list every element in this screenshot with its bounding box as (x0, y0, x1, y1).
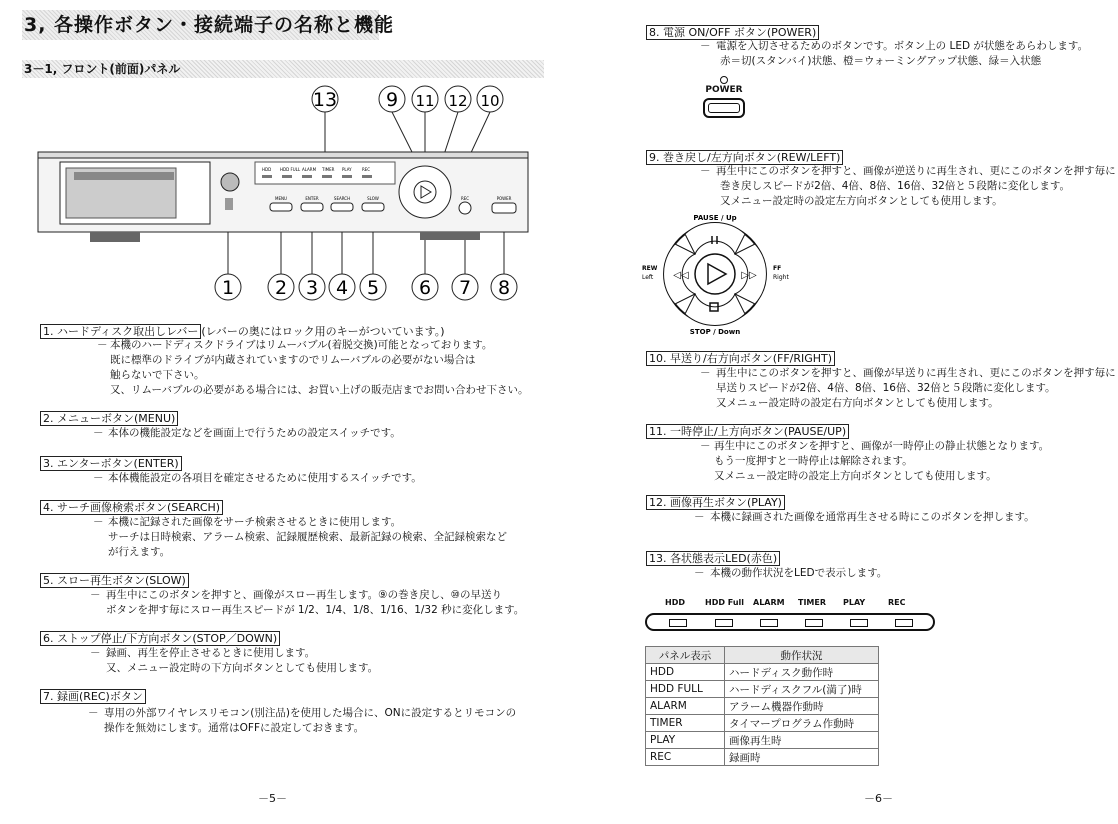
item-11-heading: 11. 一時停止/上方向ボタン(PAUSE/UP) (646, 423, 849, 439)
page-number: －5－ (258, 792, 287, 805)
callout-10 (477, 86, 503, 112)
item-8-text: 赤＝切(スタンバイ)状態、橙＝ウォーミングアップ状態、緑＝入状態 (720, 55, 1042, 67)
table-row: HDD ハードディスク動作時 (646, 664, 879, 681)
table-row: REC 録画時 (646, 749, 879, 766)
item-4-text: 本機に記録された画像をサーチ検索させるときに使用します。 (108, 516, 402, 528)
table-row: HDD FULL ハードディスクフル(満了)時 (646, 681, 879, 698)
item-5-heading: 5. スロー再生ボタン(SLOW) (40, 572, 189, 588)
item-13-text: 本機の動作状況をLEDで表示します。 (710, 567, 888, 579)
led-alarm (760, 619, 778, 627)
power-button-icon (703, 98, 745, 118)
callout-2 (268, 274, 294, 300)
power-led-icon (720, 76, 728, 84)
svg-text:REC: REC (460, 196, 470, 201)
item-4-text: が行えます。 (108, 546, 171, 558)
led-label: HDD FULL (280, 167, 301, 172)
item-10-text: 又メニュー設定時の設定右方向ボタンとしても使用します。 (716, 397, 999, 409)
item-6-text: 又、メニュー設定時の下方向ボタンとしても使用します。 (106, 662, 379, 674)
callout-13 (312, 86, 338, 112)
slow-button[interactable] (362, 203, 384, 211)
item-9-text: 巻き戻しスピードが2倍、4倍、8倍、16倍、32倍と５段階に変化します。 (720, 180, 1071, 192)
led-strip-label: ALARM (753, 598, 785, 607)
item-1-text: 本機のハードディスクドライブはリムーバブル(着脱交換)可能となっております。 (110, 339, 493, 351)
led-hdd-full (715, 619, 733, 627)
item-6-heading: 6. ストップ停止/下方向ボタン(STOP／DOWN) (40, 630, 280, 646)
svg-text:SLOW: SLOW (367, 196, 379, 201)
power-button[interactable] (492, 203, 516, 213)
menu-button[interactable] (270, 203, 292, 211)
item-9-text: 又メニュー設定時の設定左方向ボタンとしても使用します。 (720, 195, 1003, 207)
svg-text:9: 9 (385, 89, 399, 111)
table-row: TIMER タイマープログラム作動時 (646, 715, 879, 732)
led-timer (805, 619, 823, 627)
svg-text:8: 8 (497, 277, 511, 299)
item-6-text: 録画、再生を停止させるときに使用します。 (106, 647, 316, 659)
svg-text:2: 2 (274, 277, 288, 299)
led-label: TIMER (322, 167, 335, 172)
callout-9 (379, 86, 405, 112)
item-9-text: 再生中にこのボタンを押すと、画像が逆送りに再生され、更にこのボタンを押す毎に (716, 165, 1116, 177)
led-label: ALARM (302, 167, 317, 172)
svg-text:Left: Left (642, 274, 654, 281)
item-10-text: 早送りスピードが2倍、4倍、8倍、16倍、32倍と５段階に変化します。 (716, 382, 1056, 394)
svg-text:STOP / Down: STOP / Down (689, 328, 741, 336)
item-10-text: 再生中にこのボタンを押すと、画像が早送りに再生され、更にこのボタンを押す毎に (716, 367, 1116, 379)
callout-12 (445, 86, 471, 112)
item-3-text: 本体機能設定の各項目を確定させるために使用するスイッチです。 (108, 472, 422, 484)
led-hdd (669, 619, 687, 627)
callout-11 (412, 86, 438, 112)
svg-text:12: 12 (448, 92, 468, 110)
led-rec (895, 619, 913, 627)
item-1-heading: 1. ハードディスク取出しレバー (レバーの奥にはロック用のキーがついています。) (40, 323, 445, 339)
callout-5 (360, 274, 386, 300)
item-2-text: 本体の機能設定などを画面上で行うための設定スイッチです。 (108, 427, 401, 439)
callout-6 (412, 274, 438, 300)
svg-text:1: 1 (221, 277, 235, 299)
search-button[interactable] (331, 203, 353, 211)
callout-8 (491, 274, 517, 300)
svg-text:REW: REW (642, 265, 658, 272)
svg-text:MENU: MENU (275, 196, 287, 201)
item-7-text: 操作を無効にします。通常はOFFに設定しておきます。 (104, 722, 365, 734)
led-strip-label: HDD (665, 598, 685, 607)
table-row: PLAY 画像再生時 (646, 732, 879, 749)
led-strip-label: TIMER (798, 598, 827, 607)
item-12-heading: 12. 画像再生ボタン(PLAY) (646, 494, 785, 510)
svg-text:ENTER: ENTER (305, 196, 319, 201)
item-11-text: 再生中にこのボタンを押すと、画像が一時停止の静止状態となります。 (714, 440, 1050, 452)
svg-text:Right: Right (773, 274, 789, 281)
power-label: POWER (705, 85, 743, 95)
item-12-text: 本機に録画された画像を通常再生させる時にこのボタンを押します。 (710, 511, 1035, 523)
rec-button[interactable] (459, 202, 471, 214)
svg-text:4: 4 (335, 277, 349, 299)
led-strip-label: REC (888, 598, 906, 607)
item-8-text: 電源を入切させるためのボタンです。ボタン上の LED が状態をあらわします。 (716, 40, 1089, 52)
callout-1 (215, 274, 241, 300)
svg-text:6: 6 (418, 277, 432, 299)
svg-text:3: 3 (305, 277, 319, 299)
callout-7 (452, 274, 478, 300)
svg-text:POWER: POWER (496, 196, 512, 201)
power-figure (700, 76, 748, 118)
led-strip-label: HDD Full (705, 598, 745, 607)
led-label: PLAY (342, 167, 352, 172)
item-11-text: もう一度押すと一時停止は解除されます。 (714, 455, 913, 467)
item-1-text: 既に標準のドライブが内蔵されていますのでリムーバブルの必要がない場合は (110, 354, 476, 366)
item-1-text: 又、リムーバブルの必要がある場合には、お買い上げの販売店までお問い合わせ下さい。 (110, 384, 529, 396)
svg-text:13: 13 (312, 89, 338, 111)
item-5-text: 再生中にこのボタンを押すと、画像がスロー再生します。⑨の巻き戻し、⑩の早送り (106, 589, 502, 601)
page-number: －6－ (864, 792, 893, 805)
led-strip (645, 613, 935, 631)
led-strip-label: PLAY (843, 598, 866, 607)
dpad-diagram (640, 212, 800, 342)
item-4-heading: 4. サーチ画像検索ボタン(SEARCH) (40, 499, 223, 515)
item-13-heading: 13. 各状態表示LED(赤色) (646, 550, 780, 566)
svg-text:PAUSE / Up: PAUSE / Up (693, 214, 737, 222)
svg-text:10: 10 (480, 92, 500, 110)
item-7-text: 専用の外部ワイヤレスリモコン(別注品)を使用した場合に、ONに設定するとリモコンの (104, 707, 517, 719)
svg-text:11: 11 (415, 92, 435, 110)
item-3-heading: 3. エンターボタン(ENTER) (40, 455, 182, 471)
led-label: HDD (262, 167, 272, 172)
led-play (850, 619, 868, 627)
item-1-text: 触らないで下さい。 (110, 369, 205, 381)
item-11-text: 又メニュー設定時の設定上方向ボタンとしても使用します。 (714, 470, 997, 482)
callout-3 (299, 274, 325, 300)
section-title: 3－1, フロント(前面)パネル (22, 60, 544, 78)
table-header: パネル表示 動作状況 (646, 647, 879, 664)
svg-text:SEARCH: SEARCH (333, 196, 351, 201)
item-10-heading: 10. 早送り/右方向ボタン(FF/RIGHT) (646, 350, 835, 366)
item-5-text: ボタンを押す毎にスロー再生スピードが 1/2、1/4、1/8、1/16、1/32 秒に変化します。 (106, 604, 525, 616)
rewind-icon: ◁◁ (673, 270, 689, 281)
svg-text:5: 5 (366, 277, 380, 299)
item-8-heading: 8. 電源 ON/OFF ボタン(POWER) (646, 24, 819, 40)
item-7-heading: 7. 録画(REC)ボタン (40, 688, 146, 704)
item-9-heading: 9. 巻き戻し/左方向ボタン(REW/LEFT) (646, 149, 843, 165)
enter-button[interactable] (301, 203, 323, 211)
svg-text:FF: FF (773, 265, 782, 272)
item-2-heading: 2. メニューボタン(MENU) (40, 410, 178, 426)
item-4-text: サーチは日時検索、アラーム検索、記録履歴検索、最新記録の検索、全記録検索など (108, 531, 507, 543)
page-title: 3, 各操作ボタン・接続端子の名称と機能 (22, 10, 379, 40)
table-row: ALARM アラーム機器作動時 (646, 698, 879, 715)
front-panel-diagram (30, 82, 530, 304)
fast-forward-icon: ▷▷ (741, 270, 757, 281)
led-label: REC (362, 167, 371, 172)
svg-text:7: 7 (458, 277, 472, 299)
led-table (645, 646, 879, 766)
play-button[interactable] (695, 254, 735, 294)
callout-4 (329, 274, 355, 300)
